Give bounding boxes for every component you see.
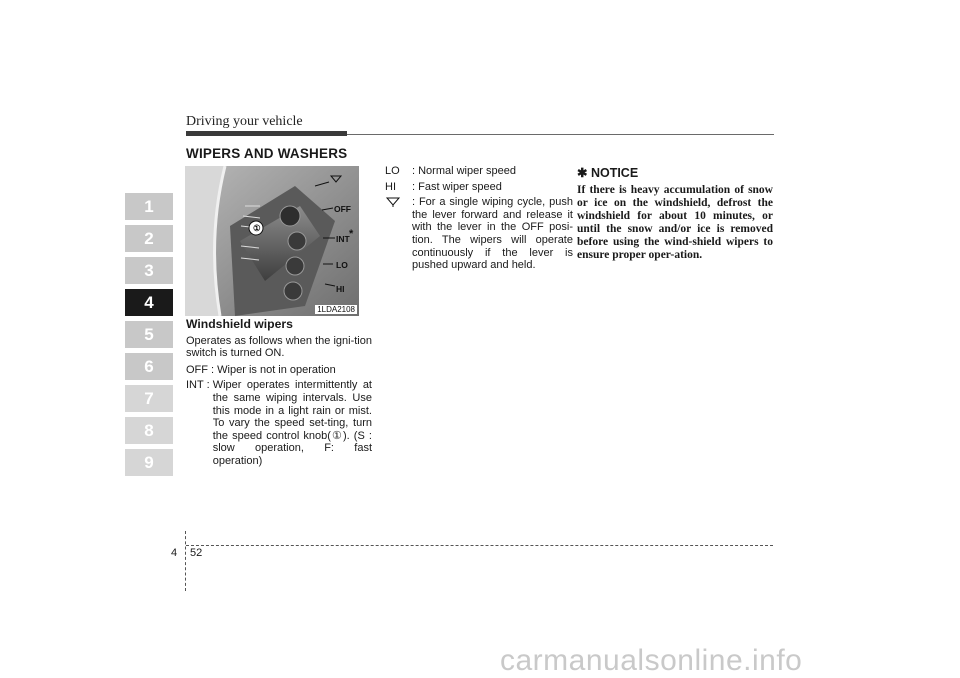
chapter-tabs <box>125 193 173 481</box>
chapter-tab-8[interactable]: 8 <box>125 417 173 444</box>
figure-label-asterisk: * <box>349 228 354 240</box>
chapter-tab-4[interactable]: 4 <box>125 289 173 316</box>
figure-id: 1LDA2108 <box>317 305 355 314</box>
watermark: carmanualsonline.info <box>500 644 803 677</box>
figure-label-off: OFF <box>334 204 351 214</box>
notice-title: ✱ NOTICE <box>577 166 639 180</box>
notice-body: If there is heavy accumulation of snow or ice on the windshield, defrost the windshield for about 10 minutes, or until the snow and/or ice is removed before using the wind-shield wipers to ensure proper oper-ation. <box>577 184 773 261</box>
notice-box <box>577 165 773 262</box>
term-int: INT : <box>186 379 213 392</box>
term-hi: HI <box>385 180 396 193</box>
intro-paragraph: Operates as follows when the igni-tion switch is turned ON. <box>186 334 372 360</box>
definition-mist <box>385 196 573 272</box>
desc-mist: : For a single wiping cycle, push the lever forward and release it with the lever in the OFF posi-tion. The wipers will operate continuously if the lever is pushed upward and held. <box>412 196 573 272</box>
footer-rule <box>186 545 773 546</box>
header-bar <box>186 131 347 136</box>
definition-off <box>186 364 372 377</box>
figure-label-lo: LO <box>336 260 348 270</box>
windshield-wipers-heading: Windshield wipers <box>186 317 293 331</box>
figure-label-hi: HI <box>336 284 345 294</box>
definition-int <box>186 379 372 467</box>
header-title: Driving your vehicle <box>186 114 303 129</box>
footer-page-number: 52 <box>190 547 203 559</box>
footer-vertical-rule <box>185 531 186 591</box>
desc-off: Wiper is not in operation <box>217 363 336 376</box>
chapter-tab-9[interactable]: 9 <box>125 449 173 476</box>
chapter-tab-2[interactable]: 2 <box>125 225 173 252</box>
mist-wiper-icon <box>385 196 412 272</box>
definition-hi <box>385 181 573 194</box>
figure-label-int: INT <box>336 234 350 244</box>
desc-int: Wiper operates intermittently at the same wiping intervals. Use this mode in a light rain or mist. To vary the speed set-ting, turn the speed control knob(①). (S : slow operation, F: fast operation) <box>212 379 372 467</box>
left-column <box>186 318 372 471</box>
middle-column <box>385 165 573 275</box>
chapter-tab-3[interactable]: 3 <box>125 257 173 284</box>
chapter-tab-6[interactable]: 6 <box>125 353 173 380</box>
definition-lo <box>385 165 573 178</box>
desc-lo: : Normal wiper speed <box>412 165 516 177</box>
chapter-tab-1[interactable]: 1 <box>125 193 173 220</box>
header-rule <box>347 134 774 135</box>
wiper-lever-figure <box>185 166 359 316</box>
term-lo: LO <box>385 165 400 177</box>
wiper-lever-illustration <box>185 166 359 316</box>
desc-hi: : Fast wiper speed <box>412 180 502 193</box>
footer-chapter-number: 4 <box>171 547 178 559</box>
chapter-tab-7[interactable]: 7 <box>125 385 173 412</box>
section-title: WIPERS AND WASHERS <box>186 146 348 161</box>
chapter-tab-5[interactable]: 5 <box>125 321 173 348</box>
term-off: OFF : <box>186 363 218 376</box>
figure-knob-label: ① <box>253 223 261 233</box>
